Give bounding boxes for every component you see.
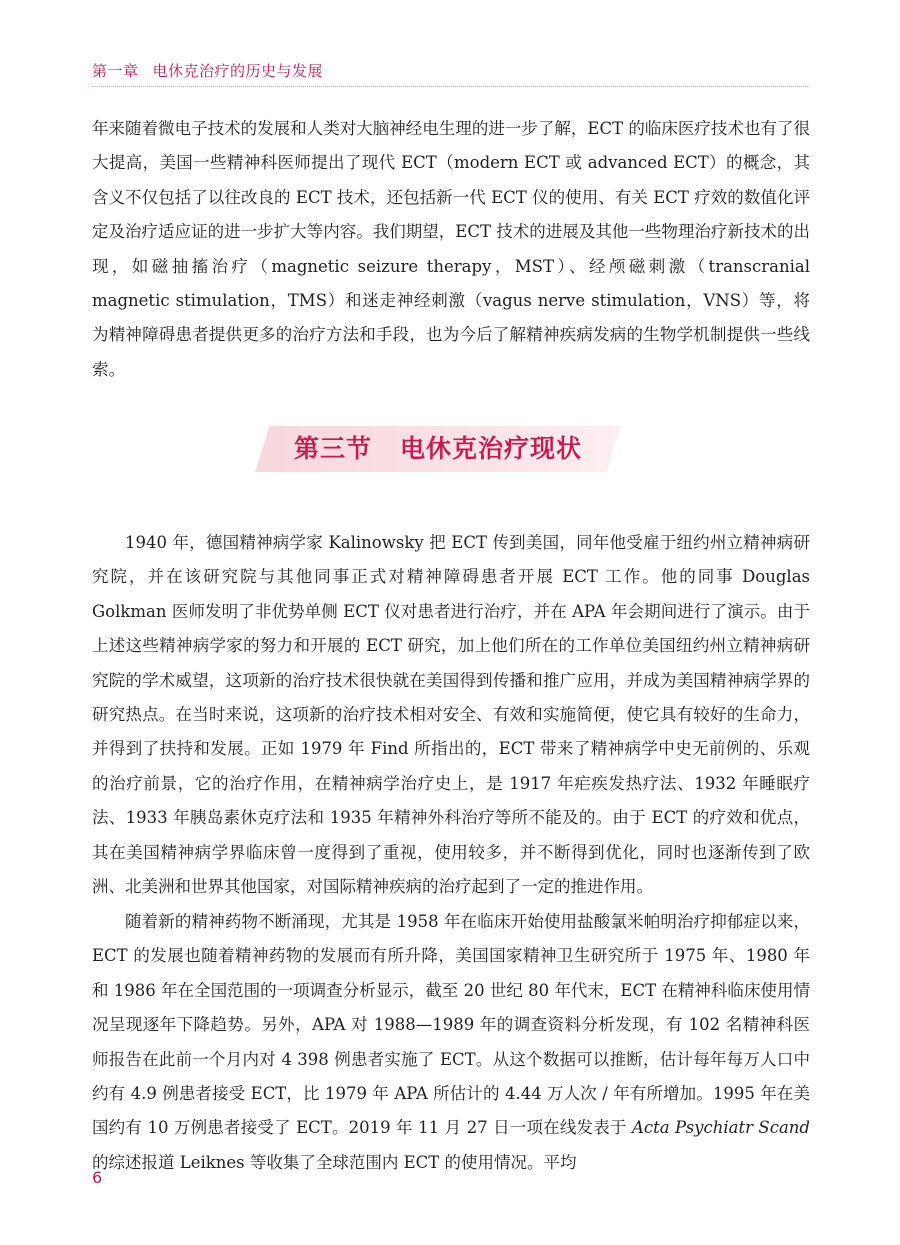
header-divider (92, 86, 810, 87)
running-head (92, 60, 323, 81)
paragraph-2 (92, 905, 810, 1180)
journal-name: Acta Psychiatr Scand (632, 1118, 810, 1138)
section-number: 第三节 (293, 434, 372, 463)
chapter-title: 电休克治疗的历史与发展 (152, 62, 324, 80)
chapter-number: 第一章 (92, 62, 139, 80)
paragraph-2-text: 随着新的精神药物不断涌现，尤其是 1958 年在临床开始使用盐酸氯米帕明治疗抑郁症以来，ECT 的发展也随着精神药物的发展而有所升降，美国国家精神卫生研究所于 1975 年、1980 年和 1986 年在全国范围的一项调查分析显示，截至 20 世纪 80 年代末，ECT 在精神科临床使用情况呈现逐年下降趋势。另外，APA 对 1988—1989 年的调查资料分析发现，有 102 名精神科医师报告在此前一个月内对 4 398 例患者实施了 ECT。从这个数据可以推断，估计每年每万人口中约有 4.9 例患者接受 ECT，比 1979 年 APA 所估计的 4.44 万人次 / 年有所增加。1995 年在美国约有 10 万例患者接受了 ECT。2019 年 11 月 27 日一项在线发表于 (92, 912, 810, 1138)
section-title: 电休克治疗现状 (400, 434, 583, 463)
paragraph-1: 1940 年，德国精神病学家 Kalinowsky 把 ECT 传到美国，同年他受雇于纽约州立精神病研究院，并在该研究院与其他同事正式对精神障碍患者开展 ECT 工作。他的同事 Douglas Golkman 医师发明了非优势单侧 ECT 仪对患者进行治疗，并在 APA 年会期间进行了演示。由于上述这些精神病学家的努力和开展的 ECT 研究，加上他们所在的工作单位美国纽约州立精神病研究院的学术威望，这项新的治疗技术很快就在美国得到传播和推广应用，并成为美国精神病学界的研究热点。在当时来说，这项新的治疗技术相对安全、有效和实施简便，使它具有较好的生命力，并得到了扶持和发展。正如 1979 年 Find 所指出的，ECT 带来了精神病学中史无前例的、乐观的治疗前景，它的治疗作用，在精神病学治疗史上，是 1917 年疟疾发热疗法、1932 年睡眠疗法、1933 年胰岛素休克疗法和 1935 年精神外科治疗等所不能及的。由于 ECT 的疗效和优点，其在美国精神病学界临床曾一度得到了重视，使用较多，并不断得到优化，同时也逐渐传到了欧洲、北美洲和世界其他国家，对国际精神疾病的治疗起到了一定的推进作用。 (92, 533, 810, 897)
section-heading (255, 426, 621, 472)
paragraph-2-tail: 的综述报道 Leiknes 等收集了全球范围内 ECT 的使用情况。平均 (92, 1152, 577, 1172)
page-number: 6 (92, 1168, 103, 1187)
paragraph-continued: 年来随着微电子技术的发展和人类对大脑神经电生理的进一步了解，ECT 的临床医疗技术也有了很大提高，美国一些精神科医师提出了现代 ECT（modern ECT 或 advanced ECT）的概念，其含义不仅包括了以往改良的 ECT 技术，还包括新一代 ECT 仪的使用、有关 ECT 疗效的数值化评定及治疗适应证的进一步扩大等内容。我们期望，ECT 技术的进展及其他一些物理治疗新技术的出现，如磁抽搐治疗（magnetic seizure therapy，MST）、经颅磁刺激（transcranial magnetic stimulation，TMS）和迷走神经刺激（vagus nerve stimulation，VNS）等，将为精神障碍患者提供更多的治疗方法和手段，也为今后了解精神疾病发病的生物学机制提供一些线索。 (92, 119, 810, 379)
